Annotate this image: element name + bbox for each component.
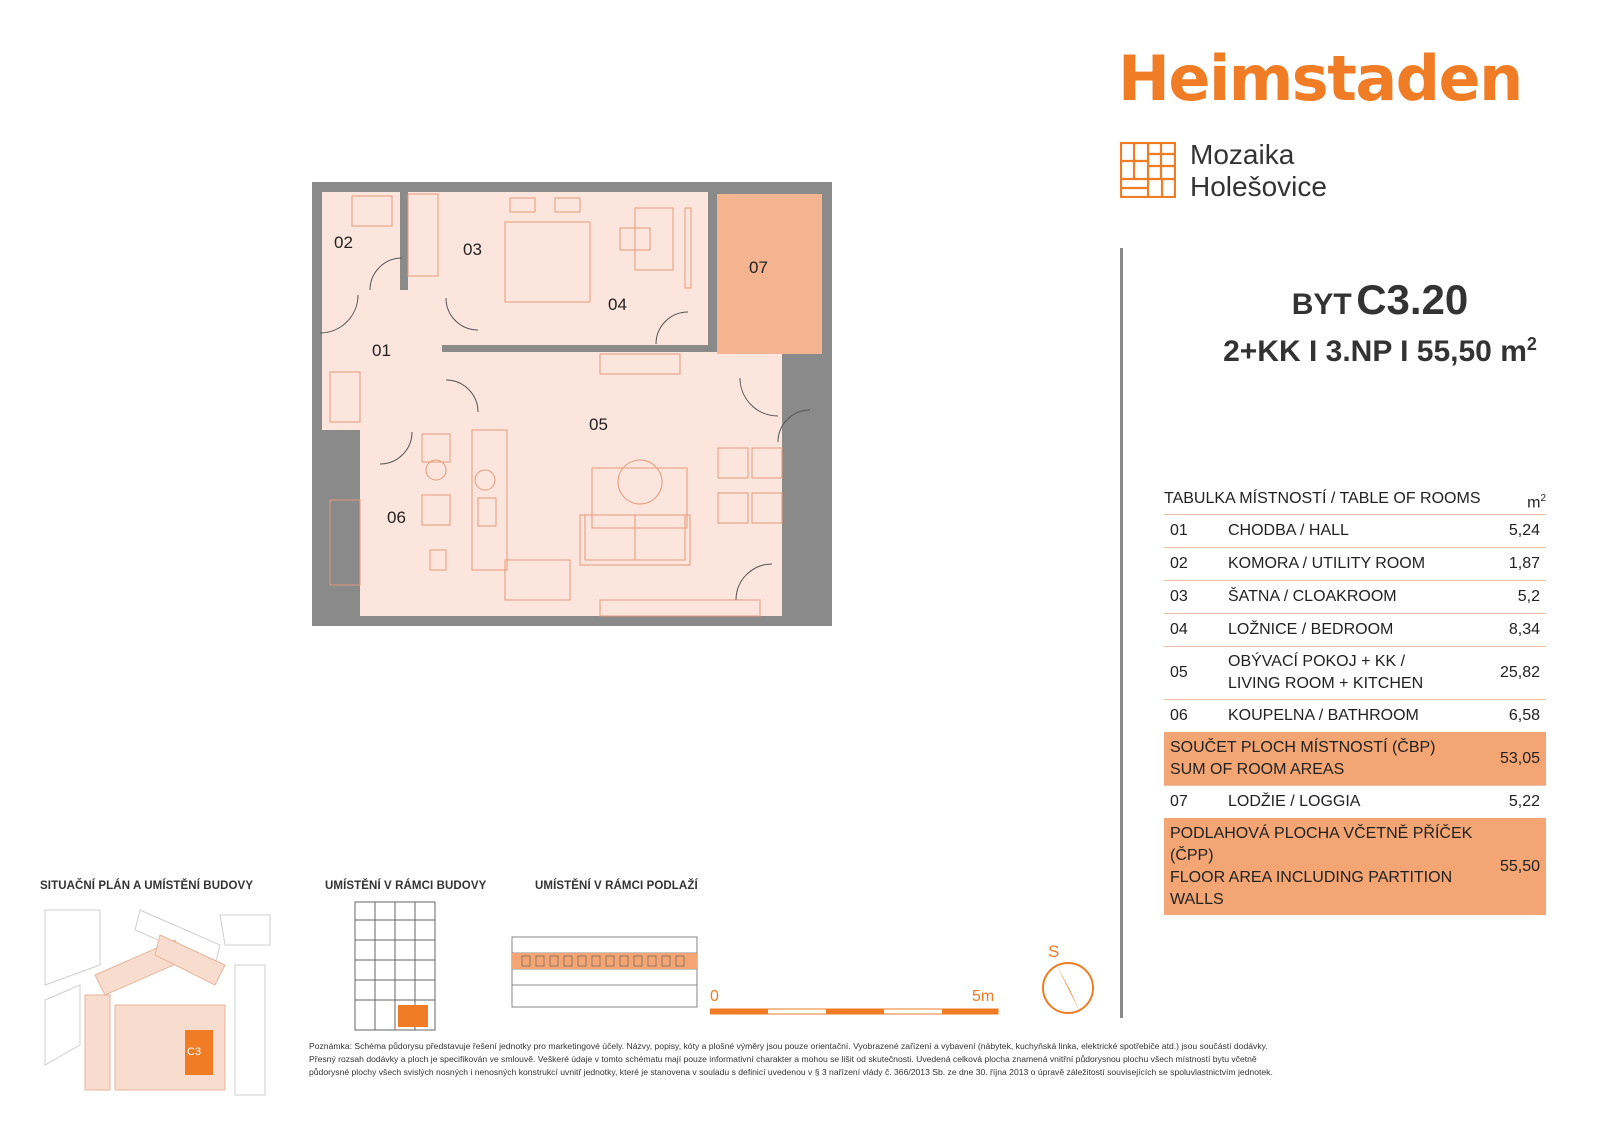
room-06-area [360,430,456,616]
unit-in-building-highlight [398,1005,428,1027]
total-row [1164,818,1546,915]
compass-icon [1040,960,1096,1016]
room-table-unit [1527,484,1546,514]
room-label-02: 02 [334,233,353,252]
total-label [1164,823,1480,911]
mozaika-logo-icon [1120,142,1176,198]
room-area: 5,2 [1517,588,1540,605]
room-no: 01 [1170,522,1188,539]
room-no: 04 [1170,621,1188,638]
floor-plan [300,180,850,640]
site-plan [40,905,280,1105]
building-location-caption: UMÍSTĚNÍ V RÁMCI BUDOVY [325,880,487,892]
unit-label: m [1527,494,1541,512]
site-building-label: C3 [187,1046,202,1058]
room-name: KOUPELNA / BATHROOM [1228,707,1419,724]
room-table [1164,484,1546,915]
room-label-01: 01 [372,341,391,360]
room-area: 5,22 [1508,793,1540,810]
table-row [1164,580,1546,613]
room-name: OBÝVACÍ POKOJ + KK / LIVING ROOM + KITCHEN [1228,653,1424,692]
floor-location-caption: UMÍSTĚNÍ V RÁMCI PODLAŽÍ [535,880,698,892]
scale-bar [710,1008,1000,1016]
room-area: 5,24 [1508,522,1540,539]
room-07-area [717,194,822,354]
floor-highlight [512,953,697,969]
total-label-line1: PODLAHOVÁ PLOCHA VČETNĚ PŘÍČEK (ČPP) [1170,825,1473,864]
scale-end-label: 5m [972,988,995,1005]
table-row [1164,547,1546,580]
room-area: 6,58 [1508,707,1540,724]
unit-subtitle-sup: 2 [1526,334,1537,354]
room-area: 1,87 [1508,555,1540,572]
table-row [1164,646,1546,699]
room-label-04: 04 [608,295,627,314]
room-no: 02 [1170,555,1188,572]
sum-label [1164,737,1480,781]
sum-label-line1: SOUČET PLOCH MÍSTNOSTÍ (ČBP) [1170,739,1436,756]
room-name: LOŽNICE / BEDROOM [1228,621,1394,638]
table-row [1164,699,1546,732]
room-no: 06 [1170,707,1188,724]
unit-prefix: BYT [1291,288,1352,321]
unit-title [1170,276,1590,324]
total-label-line2: FLOOR AREA INCLUDING PARTITION WALLS [1170,869,1453,908]
room-label-03: 03 [463,240,482,259]
room-name: LODŽIE / LOGGIA [1228,793,1361,810]
room-name: CHODBA / HALL [1228,522,1349,539]
building-plan [350,900,440,1035]
sum-row [1164,732,1546,785]
room-label-05: 05 [589,415,608,434]
room-01-area [322,290,442,430]
project-name-line2: Holešovice [1190,171,1327,202]
sum-area: 53,05 [1499,750,1540,767]
unit-subtitle-text: 2+KK I 3.NP I 55,50 m [1223,335,1527,368]
table-row [1164,514,1546,547]
unit-subtitle [1170,334,1590,369]
table-row [1164,785,1546,818]
project-name [1190,139,1327,203]
total-area: 55,50 [1499,858,1540,875]
floor-elevation [510,935,700,1010]
divider [1120,248,1123,1018]
room-table-header [1164,484,1546,514]
room-no: 07 [1170,793,1188,810]
room-label-07: 07 [749,258,768,277]
room-area: 8,34 [1508,621,1540,638]
brand-logo: Heimstaden [1118,42,1522,115]
room-name: ŠATNA / CLOAKROOM [1228,588,1397,605]
room-area: 25,82 [1499,664,1540,681]
site-plan-caption: SITUAČNÍ PLÁN A UMÍSTĚNÍ BUDOVY [40,880,254,892]
room-name: KOMORA / UTILITY ROOM [1228,555,1426,572]
compass-label: S [1048,942,1060,961]
project-name-line1: Mozaika [1190,139,1295,170]
sum-label-line2: SUM OF ROOM AREAS [1170,761,1345,778]
table-row [1164,613,1546,646]
room-03-04-area [408,192,708,345]
room-label-06: 06 [387,508,406,527]
unit-code: C3.20 [1356,276,1469,323]
room-no: 03 [1170,588,1188,605]
room-table-title: TABULKA MÍSTNOSTÍ / TABLE OF ROOMS [1164,490,1481,507]
scale-start-label: 0 [710,988,719,1005]
unit-sup: 2 [1540,493,1546,504]
disclaimer-note: Poznámka: Schéma půdorysu představuje řešení jednotky pro marketingové účely. Názvy, popisy, kóty a plošné výměry jsou pouze orientační. Vyobrazené zařízení a vybavení (nábytek, kuchyňská linka, elektrické spotřebiče atd.) jsou součástí dodávky. Přesný rozsah dodávky a ploch je specifikován ve smlouvě. Veškeré údaje v tomto schématu mají pouze informativní charakter a mohou se lišit od skutečnosti. Uvedená celková plocha znamená vnitřní půdorysnou plochu všech místností bytu včetně půdorysné plochy všech svislých nosných i nenosných konstrukcí uvnitř jednotky, které je stanovena v souladu s definicí uvedenou v § 3 nařízení vlády č. 366/2013 Sb. ze dne 30. října 2013 o úpravě záležitostí souvisejících se spoluvlastnictvím jednotek. [309,1041,1273,1077]
room-no: 05 [1170,664,1188,681]
